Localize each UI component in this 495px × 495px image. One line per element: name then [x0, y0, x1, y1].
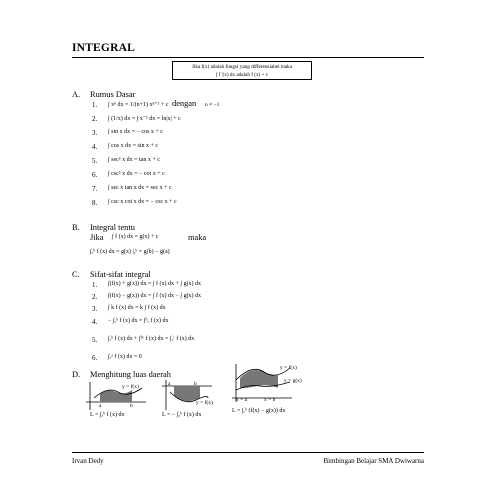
formula: ∫ csc² x dx = − cot x + c — [108, 171, 165, 177]
formula: ∫ₐᵇ f (x) dx + ∫ᵇᶜ f (x) dx = ∫ₐᶜ f (x) dx — [108, 336, 195, 342]
formula: ∫ f (x) dx = g(x) + c — [112, 234, 159, 240]
area-formula: L = ∫ₐᵇ (f(x) − g(x)) dx — [232, 408, 286, 414]
item-number: 5. — [92, 336, 98, 344]
formula: ∫ₐᵃ f (x) dx = 0 — [108, 354, 142, 360]
item-number: 6. — [92, 354, 98, 362]
formula: ∫ (1/x) dx = ∫ x⁻¹ dx = ln|x| + c — [108, 116, 181, 122]
footer-author: Irvan Dedy — [72, 457, 104, 465]
formula-condition: n ≠ −1 — [205, 102, 220, 108]
curve-g-label: y = g(x) — [284, 378, 302, 384]
curve-label: y = f(x) — [122, 384, 139, 390]
item-number: 5. — [92, 157, 98, 165]
section-c-marker: C. — [72, 270, 80, 279]
bound-label-a: x = a — [236, 397, 248, 403]
section-b-heading: Integral tentu — [90, 223, 135, 232]
formula: ∫ sec x tan x dx = sec x + c — [108, 185, 172, 191]
area-formula: L = ∫ₐᵇ f (x) dx — [90, 412, 125, 418]
section-b-marker: B. — [72, 223, 80, 232]
bound-label-b: b — [194, 381, 197, 387]
item-number: 8. — [92, 199, 98, 207]
item-number: 3. — [92, 129, 98, 137]
definition-line-2: ∫ f '(x) dx adalah f (x) + c — [215, 72, 269, 78]
bound-label-a: a — [99, 403, 102, 409]
page-title: INTEGRAL — [72, 42, 135, 54]
item-number: 7. — [92, 185, 98, 193]
item-number: 4. — [92, 143, 98, 151]
item-number: 1. — [92, 101, 98, 109]
section-a-marker: A. — [72, 90, 81, 99]
formula: ∫ xⁿ dx = 1/(n+1) xⁿ⁺¹ + c — [108, 102, 169, 108]
bound-label-b: b — [130, 403, 133, 409]
item-number: 2. — [92, 293, 98, 301]
footer-divider — [72, 452, 424, 453]
formula: ∫(f(x) − g(x)) dx = ∫ f (x) dx − ∫ g(x) dx — [108, 293, 202, 299]
bound-label-b: x = b — [264, 397, 276, 403]
area-formula: L = − ∫ₐᵇ f (x) dx — [162, 412, 202, 418]
formula: ∫(f(x) + g(x)) dx = ∫ f (x) dx + ∫ g(x) dx — [108, 281, 202, 287]
formula: − ∫ₐᵇ f (x) dx = ∫ᵇₐ f (x) dx — [108, 318, 169, 324]
footer-institution: Bimbingan Belajar SMA Dwiwarna — [323, 457, 424, 465]
definition-line-1: Jika f(x) adalah fungsi yang differensiabel maka — [191, 64, 293, 70]
curve-label: y = f(x) — [196, 400, 213, 406]
item-number: 4. — [92, 318, 98, 326]
formula: ∫ sec² x dx = tan x + c — [108, 157, 160, 163]
item-number: 3. — [92, 305, 98, 313]
section-a-heading: Rumus Dasar — [90, 90, 136, 99]
formula: ∫ k f (x) dx = k ∫ f (x) dx — [108, 305, 166, 311]
item-number: 6. — [92, 171, 98, 179]
section-d-marker: D. — [72, 370, 81, 379]
formula: ∫ₐᵇ f (x) dx = g(x) |ₐᵇ = g(b) − g(a) — [90, 249, 170, 255]
section-d-heading: Menghitung luas daerah — [90, 370, 171, 379]
section-b-jika: Jika — [90, 233, 104, 242]
definition-box — [172, 61, 312, 80]
section-b-maka: maka — [188, 233, 207, 242]
header-divider — [72, 57, 424, 58]
formula: ∫ csc x cot x dx = − csc x + c — [108, 199, 177, 205]
formula: ∫ sin x dx = − cos x + c — [108, 129, 163, 135]
shaded-area — [100, 390, 132, 402]
curve-f-label: y = f(x) — [280, 365, 297, 371]
item-number: 1. — [92, 281, 98, 289]
bound-label-a: a — [168, 381, 171, 387]
section-c-heading: Sifat-sifat integral — [90, 270, 151, 279]
formula-connector: dengan — [172, 99, 197, 108]
item-number: 2. — [92, 115, 98, 123]
formula: ∫ cos x dx = sin x + c — [108, 143, 159, 149]
